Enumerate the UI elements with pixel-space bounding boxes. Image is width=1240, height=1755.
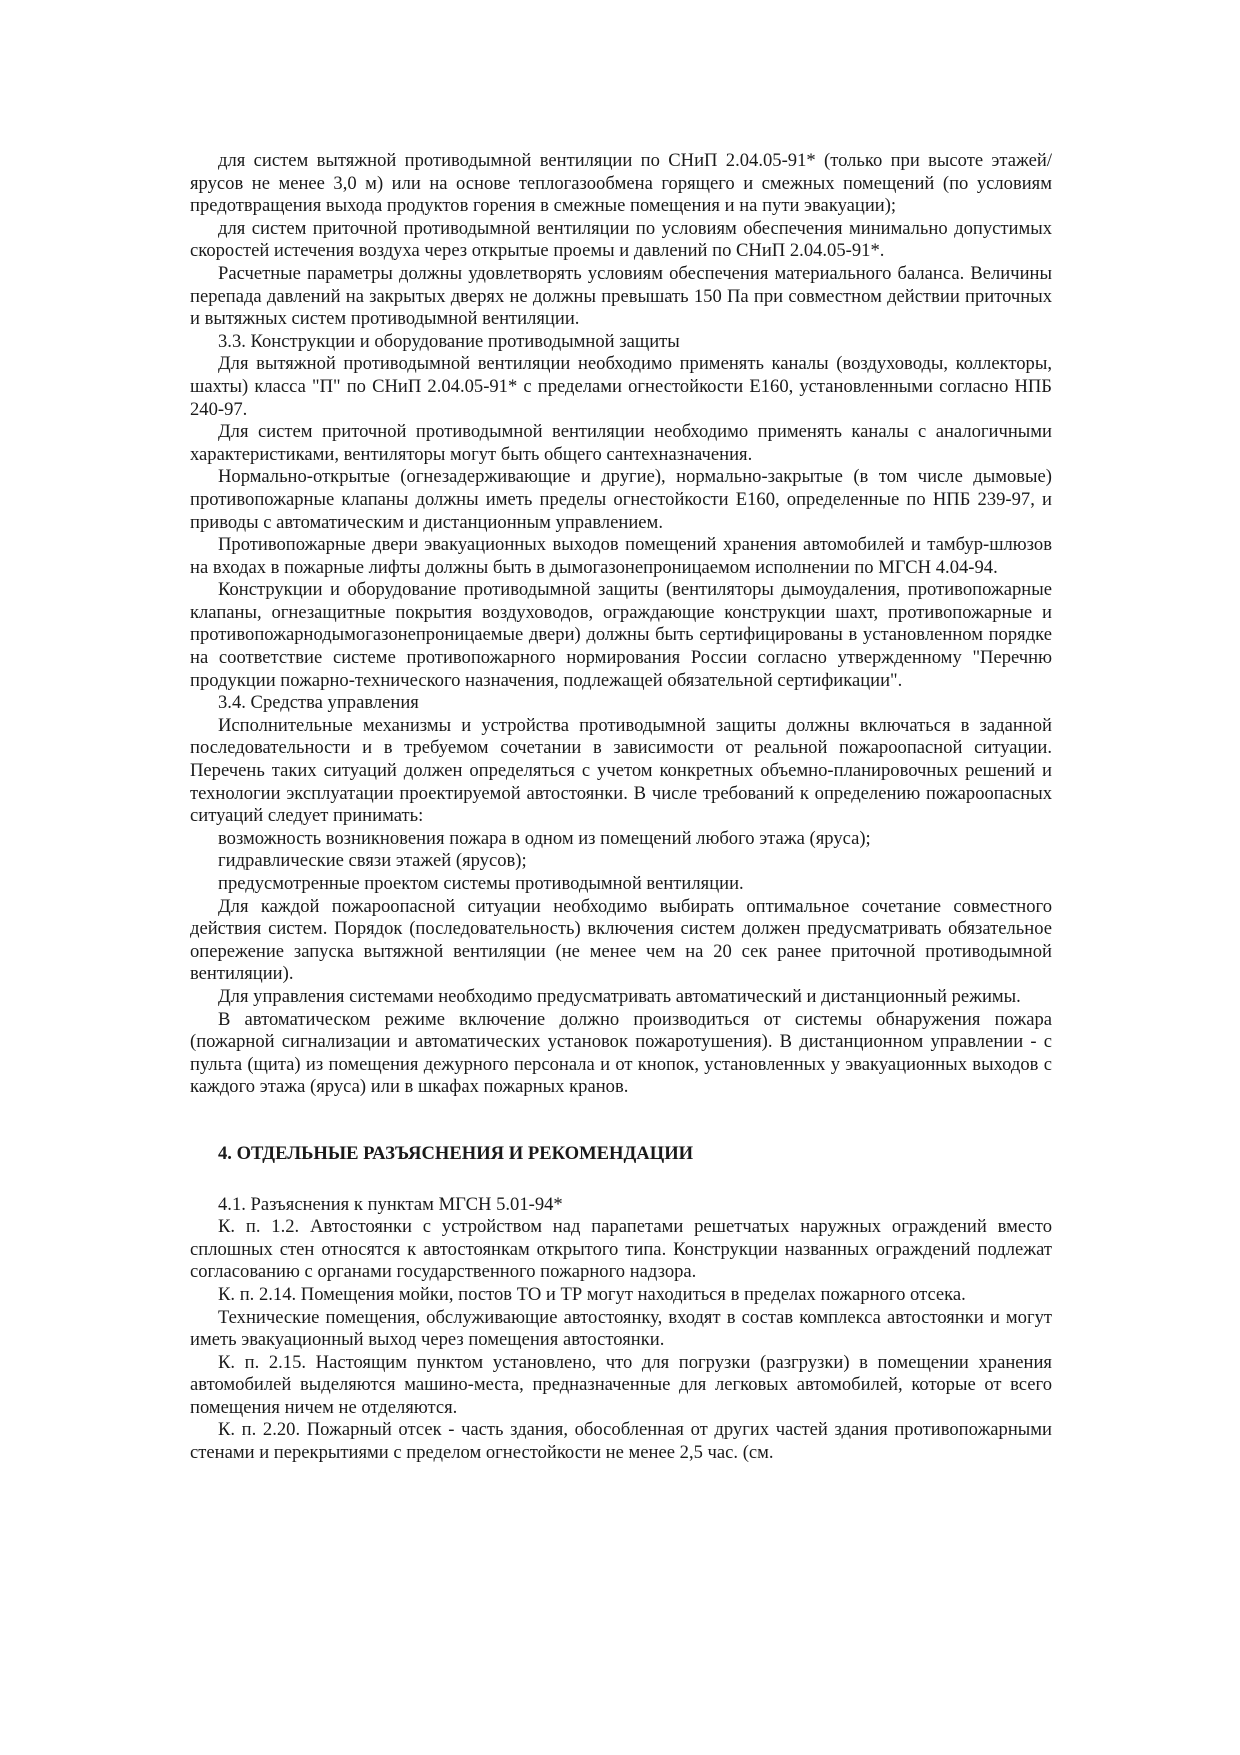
list-item: возможность возникновения пожара в одном из помещений любого этажа (яруса); [218, 827, 871, 849]
paragraph: К. п. 2.15. Настоящим пунктом установлено, что для погрузки (разгрузки) в помещении хранения автомобилей выделяются машино-места, предназначенные для легковых автомобилей, которые от всего помещения ничем не отделяются. [190, 1351, 1052, 1418]
list-item: предусмотренные проектом системы противодымной вентиляции. [218, 873, 744, 894]
paragraph: Нормально-открытые (огнезадерживающие и другие), нормально-закрытые (в том числе дымовые) противопожарные клапаны должны иметь пределы огнестойкости Е160, определенные по НПБ 239-97, и приводы с автоматическим и дистанционным управлением. [190, 466, 1052, 533]
paragraph: для систем приточной противодымной вентиляции по условиям обеспечения минимально допустимых скоростей истечения воздуха через открытые проемы и давлений по СНиП 2.04.05-91*. [190, 217, 1052, 262]
paragraph: К. п. 2.14. Помещения мойки, постов ТО и ТР могут находиться в пределах пожарного отсека. [218, 1283, 966, 1305]
page-body [190, 150, 1052, 1465]
paragraph: для систем вытяжной противодымной вентиляции по СНиП 2.04.05-91* (только при высоте этажей/ярусов не менее 3,0 м) или на основе теплогазообмена горящего и смежных помещений (по условиям предотвращения выхода продуктов горения в смежные помещения и на пути эвакуации); [190, 150, 1052, 217]
paragraph: Технические помещения, обслуживающие автостоянку, входят в состав комплекса автостоянки и могут иметь эвакуационный выход через помещения автостоянки. [190, 1306, 1052, 1351]
paragraph: К. п. 1.2. Автостоянки с устройством над парапетами решетчатых наружных ограждений вместо сплошных стен относятся к автостоянкам открытого типа. Конструкции названных ограждений подлежат согласованию с органами государственного пожарного надзора. [190, 1216, 1052, 1283]
paragraph: Противопожарные двери эвакуационных выходов помещений хранения автомобилей и тамбур-шлюзов на входах в пожарные лифты должны быть в дымогазонепроницаемом исполнении по МГСН 4.04-94. [190, 534, 1052, 578]
subsection-title: 3.4. Средства управления [218, 692, 419, 714]
section-heading: 4. ОТДЕЛЬНЫЕ РАЗЪЯСНЕНИЯ И РЕКОМЕНДАЦИИ [218, 1142, 694, 1164]
paragraph: Для управления системами необходимо предусматривать автоматический и дистанционный режимы. [218, 985, 1021, 1007]
paragraph: Для каждой пожароопасной ситуации необходимо выбирать оптимальное сочетание совместного действия систем. Порядок (последовательность) включения систем должен предусматривать обязательное опережение запуска вытяжной вентиляции (не менее чем на 20 сек ранее приточной противодымной вентиляции). [190, 895, 1052, 985]
paragraph: Для вытяжной противодымной вентиляции необходимо применять каналы (воздуховоды, коллекторы, шахты) класса "П" по СНиП 2.04.05-91* с пределами огнестойкости Е160, установленными согласно НПБ 240-97. [190, 353, 1052, 420]
paragraph: К. п. 2.20. Пожарный отсек - часть здания, обособленная от других частей здания противопожарными стенами и перекрытиями с пределом огнестойкости не менее 2,5 час. (см. [190, 1419, 1052, 1464]
paragraph: В автоматическом режиме включение должно производиться от системы обнаружения пожара (пожарной сигнализации и автоматических установок пожаротушения). В дистанционном управлении - с пульта (щита) из помещения дежурного персонала и от кнопок, установленных у эвакуационных выходов с каждого этажа (яруса) или в шкафах пожарных кранов. [190, 1008, 1052, 1098]
list-item: гидравлические связи этажей (ярусов); [218, 850, 527, 872]
paragraph: Исполнительные механизмы и устройства противодымной защиты должны включаться в заданной последовательности и в требуемом сочетании в зависимости от реальной пожароопасной ситуации. Перечень таких ситуаций должен определяться с учетом конкретных объемно-планировочных решений и технологии эксплуатации проектируемой автостоянки. В числе требований к определению пожароопасных ситуаций следует принимать: [190, 714, 1052, 827]
paragraph: Расчетные параметры должны удовлетворять условиям обеспечения материального баланса. Величины перепада давлений на закрытых дверях не должны превышать 150 Па при совместном действии приточных и вытяжных систем противодымной вентиляции. [190, 262, 1052, 330]
paragraph: Для систем приточной противодымной вентиляции необходимо применять каналы с аналогичными характеристиками, вентиляторы могут быть общего сантехназначения. [190, 421, 1052, 465]
subsection-title: 4.1. Разъяснения к пунктам МГСН 5.01-94* [218, 1193, 563, 1215]
subsection-title: 3.3. Конструкции и оборудование противодымной защиты [218, 330, 680, 352]
paragraph: Конструкции и оборудование противодымной защиты (вентиляторы дымоудаления, противопожарные клапаны, огнезащитные покрытия воздуховодов, ограждающие конструкции шахт, противопожарные и противопожарнодымогазонепроницаемые двери) должны быть сертифицированы в установленном порядке на соответствие системе противопожарного нормирования России согласно утвержденному "Перечню продукции пожарно-технического назначения, подлежащей обязательной сертификации". [190, 579, 1052, 691]
